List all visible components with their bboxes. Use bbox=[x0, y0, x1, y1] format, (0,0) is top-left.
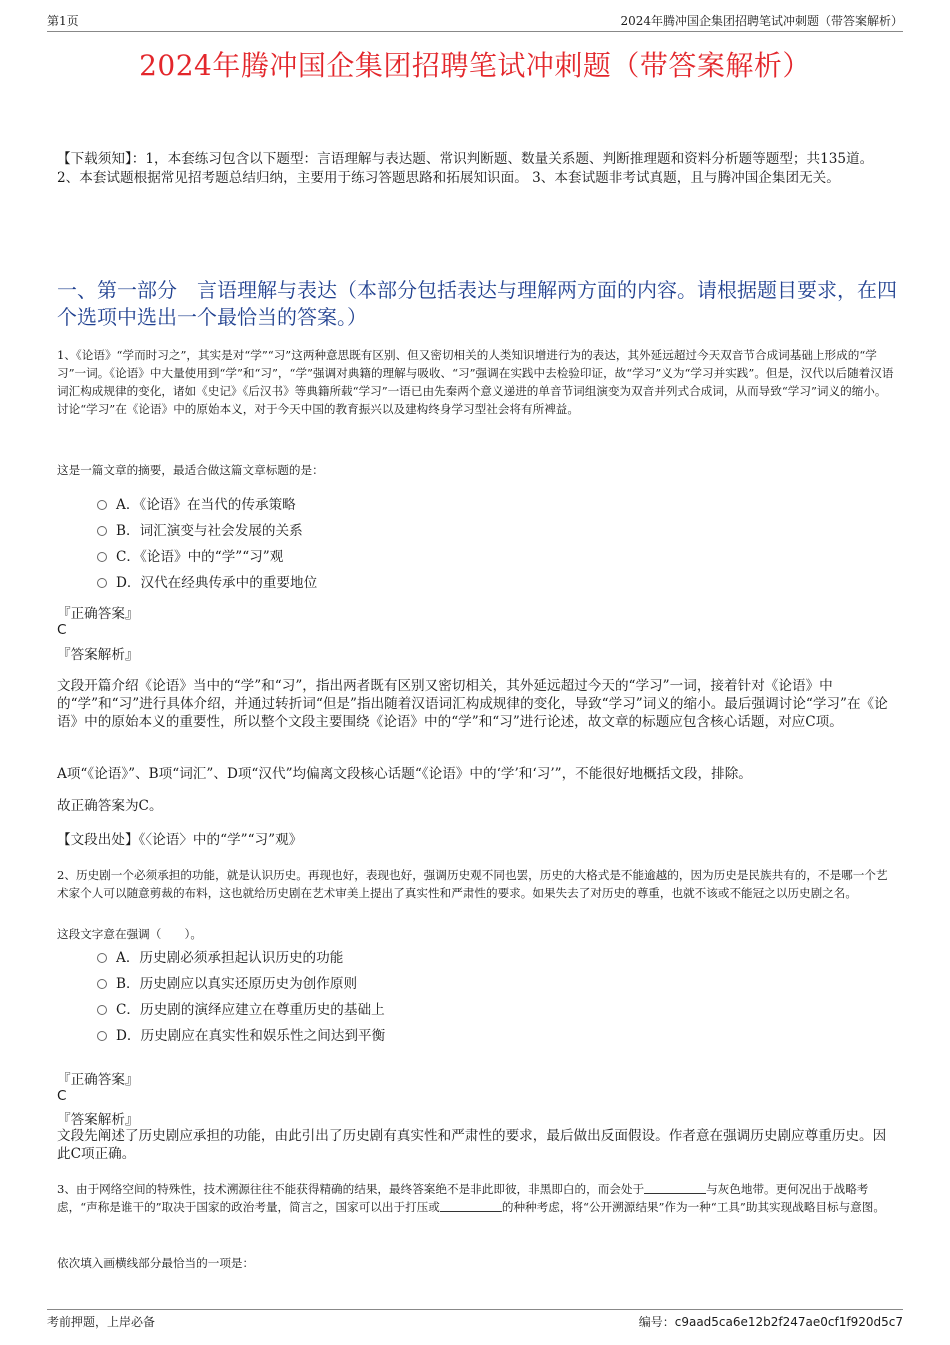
q3-text bbox=[57, 1180, 897, 1216]
q1-option-b[interactable] bbox=[97, 522, 303, 540]
q2-analysis-label: 『答案解析』 bbox=[57, 1112, 139, 1128]
q2-option-d[interactable] bbox=[97, 1027, 385, 1045]
page-number: 第1页 bbox=[47, 14, 79, 28]
q1-answer: C bbox=[57, 622, 67, 638]
q1-option-label: A．《论语》在当代的传承策略 bbox=[116, 497, 296, 513]
q1-answer-label: 『正确答案』 bbox=[57, 606, 139, 622]
fill-blank[interactable] bbox=[440, 1199, 502, 1212]
radio-icon[interactable] bbox=[97, 526, 107, 536]
q3-text-part: 与灰色地带。更何况出于战略考虑，“声称是谁干的”取决于国家的政治考量，简言之，国家可以出于打压或 bbox=[57, 1182, 869, 1214]
q3-text-part: 3、由于网络空间的特殊性，技术溯源往往不能获得精确的结果，最终答案绝不是非此即彼，非黑即白的，而会处于 bbox=[57, 1182, 645, 1196]
section-heading: 一、第一部分 言语理解与表达（本部分包括表达与理解两方面的内容。请根据题目要求，在四个选项中选出一个最恰当的答案。） bbox=[57, 278, 897, 329]
radio-icon[interactable] bbox=[97, 953, 107, 963]
q1-option-label: C．《论语》中的“学”“习”观 bbox=[116, 549, 284, 565]
header-divider bbox=[47, 31, 903, 32]
footer-slogan: 考前押题，上岸必备 bbox=[47, 1315, 156, 1329]
header-doc-title: 2024年腾冲国企集团招聘笔试冲刺题（带答案解析） bbox=[620, 14, 903, 28]
q2-option-label: A．历史剧必须承担起认识历史的功能 bbox=[116, 950, 344, 966]
download-notice: 【下载须知】：1，本套练习包含以下题型：言语理解与表达题、常识判断题、数量关系题、判断推理题和资料分析题等题型；共135道。 2、本套试题根据常见招考题总结归纳，主要用于练习答题思路和拓展知识面。 3、本套试题非考试真题，且与腾冲国企集团无关。 bbox=[57, 151, 874, 186]
footer-id-code: c9aad5ca6e12b2f247ae0cf1f920d5c7 bbox=[674, 1315, 903, 1329]
q1-analysis-conclusion: 故正确答案为C。 bbox=[57, 798, 163, 814]
q1-analysis-paragraph: 文段开篇介绍《论语》当中的“学”和“习”，指出两者既有区别又密切相关，其外延远超过今天的“学习”一词，接着针对《论语》中的“学”和“习”进行具体介绍，并通过转折词“但是”指出随着汉语词汇构成规律的变化，导致“学习”词义的缩小。最后强调讨论“学习”在《论语》中的原始本义的重要性，所以整个文段主要围绕《论语》中的“学”和“习”进行论述，故文章的标题应包含核心话题，对应C项。 bbox=[57, 678, 888, 730]
fill-blank[interactable] bbox=[644, 1181, 706, 1194]
q2-analysis: 文段先阐述了历史剧应承担的功能，由此引出了历史剧有真实性和严肃性的要求，最后做出反面假设。作者意在强调历史剧应尊重历史。因此C项正确。 bbox=[57, 1128, 887, 1162]
page-title: 2024年腾冲国企集团招聘笔试冲刺题（带答案解析） bbox=[139, 49, 811, 82]
q1-text: 1、《论语》“学而时习之”，其实是对“学”“习”这两种意思既有区别、但又密切相关的人类知识增进行为的表达，其外延远超过今天双音节合成词基础上形成的“学习”一词。《论语》中大量使用到“学”和“习”，“学”强调对典籍的理解与吸收、“习”强调在实践中去检验印证，故“学习”义为“学习并实践”。但是，汉代以后随着汉语词汇构成规律的变化，诸如《史记》《后汉书》等典籍所载“学习”一语已由先秦两个意义递进的单音节词组演变为双音并列式合成词，从而导致“学习”词义的缩小。讨论“学习”在《论语》中的原始本义，对于今天中国的教育振兴以及建构终身学习型社会将有所裨益。 bbox=[57, 348, 894, 416]
q2-option-label: B．历史剧应以真实还原历史为创作原则 bbox=[116, 976, 358, 992]
q1-option-label: B．词汇演变与社会发展的关系 bbox=[116, 523, 303, 539]
q2-answer: C bbox=[57, 1088, 67, 1104]
radio-icon[interactable] bbox=[97, 552, 107, 562]
q1-option-a[interactable] bbox=[97, 496, 296, 514]
footer-divider bbox=[47, 1309, 903, 1310]
q1-option-d[interactable] bbox=[97, 574, 317, 592]
q2-option-label: D．历史剧应在真实性和娱乐性之间达到平衡 bbox=[116, 1028, 386, 1044]
q1-source: 【文段出处】《〈论语〉中的“学”“习”观》 bbox=[57, 832, 303, 848]
radio-icon[interactable] bbox=[97, 1031, 107, 1041]
q2-option-c[interactable] bbox=[97, 1001, 385, 1019]
radio-icon[interactable] bbox=[97, 578, 107, 588]
q1-option-label: D．汉代在经典传承中的重要地位 bbox=[116, 575, 318, 591]
q2-option-label: C．历史剧的演绎应建立在尊重历史的基础上 bbox=[116, 1002, 385, 1018]
q1-analysis-label: 『答案解析』 bbox=[57, 647, 139, 663]
radio-icon[interactable] bbox=[97, 1005, 107, 1015]
q3-prompt: 依次填入画横线部分最恰当的一项是： bbox=[57, 1256, 255, 1270]
q1-analysis-paragraph: A项“《论语》”、B项“词汇”、D项“汉代”均偏离文段核心话题“《论语》中的‘学’和‘习’”，不能很好地概括文段，排除。 bbox=[57, 766, 752, 782]
q2-answer-label: 『正确答案』 bbox=[57, 1072, 139, 1088]
radio-icon[interactable] bbox=[97, 979, 107, 989]
radio-icon[interactable] bbox=[97, 500, 107, 510]
q2-option-a[interactable] bbox=[97, 949, 343, 967]
q2-option-b[interactable] bbox=[97, 975, 357, 993]
footer-id-label: 编号： bbox=[638, 1315, 675, 1329]
q3-text-part: 的种种考虑，将“公开溯源结果”作为一种“工具”助其实现战略目标与意图。 bbox=[501, 1200, 885, 1214]
q1-prompt: 这是一篇文章的摘要，最适合做这篇文章标题的是： bbox=[57, 463, 324, 477]
footer-id bbox=[639, 1313, 903, 1330]
q2-text: 2、历史剧一个必须承担的功能，就是认识历史。再现也好，表现也好，强调历史观不同也罢，历史的大格式是不能逾越的，因为历史是民族共有的，不是哪一个艺术家个人可以随意剪裁的布料，这也就给历史剧在艺术审美上提出了真实性和严肃性的要求。如果失去了对历史的尊重，也就不该或不能冠之以历史剧之名。 bbox=[57, 868, 888, 900]
q2-prompt: 这段文字意在强调（ ）。 bbox=[57, 927, 202, 941]
q1-option-c[interactable] bbox=[97, 548, 283, 566]
